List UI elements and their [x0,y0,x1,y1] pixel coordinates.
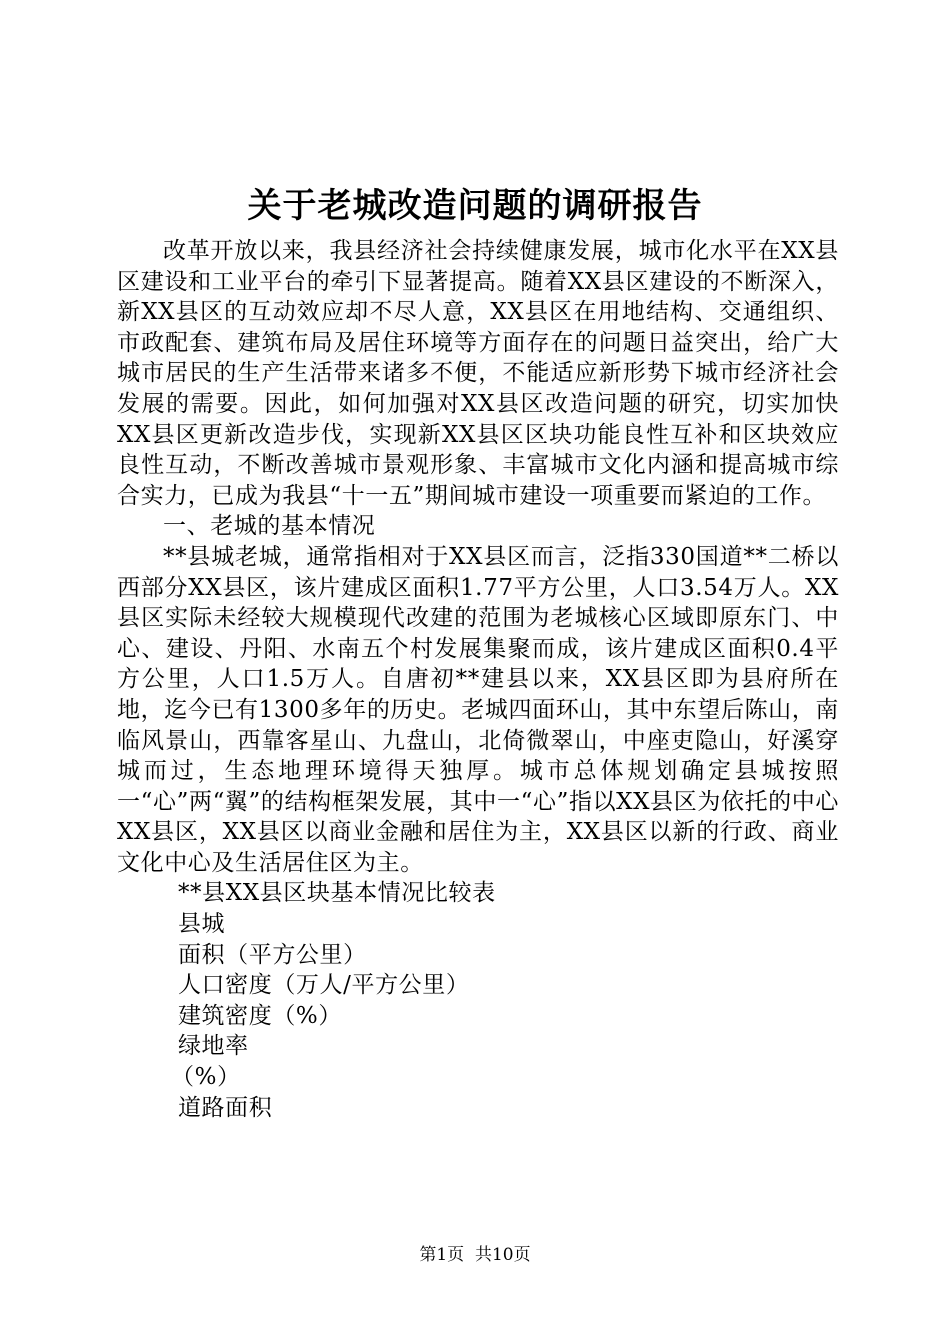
intro-paragraph: 改革开放以来，我县经济社会持续健康发展，城市化水平在XX县区建设和工业平台的牵引下显著提高。随着XX县区建设的不断深入，新XX县区的互动效应却不尽人意，XX县区在用地结构、交通组织、市政配套、建筑布局及居住环境等方面存在的问题日益突出，给广大城市居民的生产生活带来诸多不便，不能适应新形势下城市经济社会发展的需要。因此，如何加强对XX县区改造问题的研究，切实加快XX县区更新改造步伐，实现新XX县区区块功能良性互补和区块效应良性互动，不断改善城市景观形象、丰富城市文化内涵和提高城市综合实力，已成为我县“十一五”期间城市建设一项重要而紧迫的工作。 [117,238,839,509]
page-number-label: 第1页 共10页 [419,1245,531,1265]
table-header-population-density: 人口密度（万人/平方公里） [177,972,470,999]
document-title: 关于老城改造问题的调研报告 [247,186,703,226]
table-title: **县XX县区块基本情况比较表 [177,880,496,907]
basic-situation-paragraph: **县城老城，通常指相对于XX县区而言，泛指330国道**二桥以西部分XX县区，该片建成区面积1.77平方公里，人口3.54万人。XX县区实际未经较大规模现代改建的范围为老城核心区域即原东门、中心、建设、丹阳、水南五个村发展集聚而成，该片建成区面积0.4平方公里，人口1.5万人。自唐初**建县以来，XX县区即为县府所在地，迄今已有1300多年的历史。老城四面环山，其中东望后陈山，南临风景山，西靠客星山、九盘山，北倚微翠山，中座吏隐山，好溪穿城而过，生态地理环境得天独厚。城市总体规划确定县城按照一“心”两“翼”的结构框架发展，其中一“心”指以XX县区为依托的中心XX县区，XX县区以商业金融和居住为主，XX县区以新的行政、商业文化中心及生活居住区为主。 [117,543,839,876]
section-heading: 一、老城的基本情况 [163,513,376,540]
table-header-area: 面积（平方公里） [177,941,367,968]
page-footer [0,1244,950,1266]
table-header-building-density: 建筑密度（%） [177,1002,342,1029]
document-body [117,236,839,1123]
table-header-green-rate: 绿地率 [177,1033,249,1060]
table-header-county: 县城 [177,911,226,938]
table-header-green-rate-unit: （%） [171,1064,241,1091]
table-header-road-area: 道路面积 [177,1094,273,1121]
